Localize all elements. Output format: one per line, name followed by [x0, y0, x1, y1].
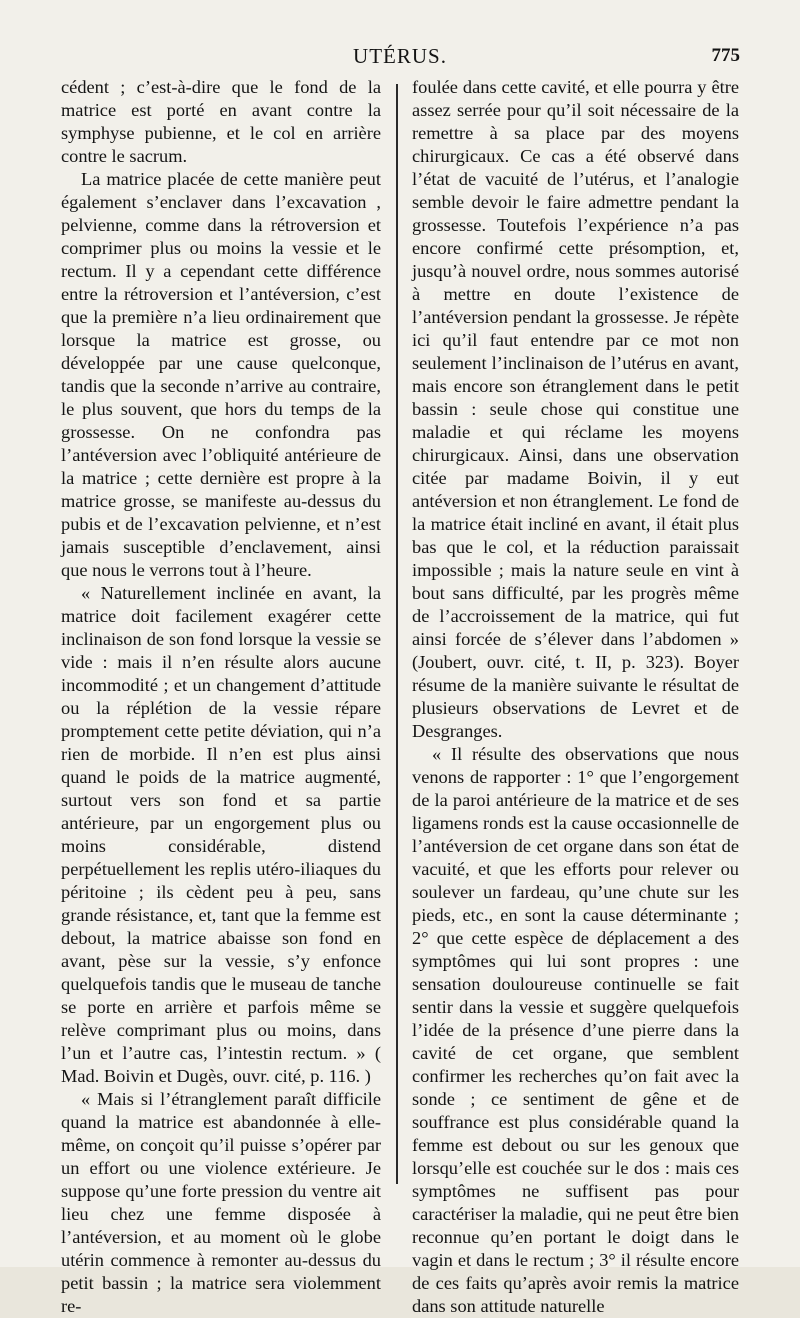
left-paragraph-4: « Mais si l’étranglement paraît difficile quand la matrice est abandonnée à elle-même, on conçoit qu’il puisse s’opérer par un effort ou une violence extérieure. Je suppose qu’une forte pression du ventre ait lieu chez une femme disposée à l’antéversion, et au moment où le globe utérin commence à remonter au-dessus du petit bassin ; la matrice sera violemment re-	[61, 1089, 381, 1316]
page-title: UTÉRUS.	[353, 44, 447, 68]
running-head	[0, 44, 800, 74]
left-paragraph-1: cédent ; c’est-à-dire que le fond de la matrice est porté en avant contre la symphyse pubienne, et le col en arrière contre le sacrum.	[61, 77, 381, 166]
left-paragraph-3: « Naturellement inclinée en avant, la matrice doit facilement exagérer cette inclinaison de son fond lorsque la vessie se vide : mais il n’en résulte alors aucune incommodité ; et un changement d’attitude ou la réplétion de la vessie répare promptement cette petite déviation, qui n’a rien de morbide. Il n’en est plus ainsi quand le poids de la matrice augmenté, surtout vers son fond et sa partie antérieure, par un engorgement plus ou moins considérable, distend perpétuellement les replis utéro-iliaques du péritoine ; ils cèdent peu à peu, sans grande résistance, et, tant que la femme est debout, la matrice abaisse son fond en avant, pèse sur la vessie, s’y enfonce quelquefois tandis que le museau de tanche se porte en arrière et parfois même se relève comprimant plus ou moins, dans l’un et l’autre cas, l’intestin rectum. » ( Mad. Boivin et Dugès, ouvr. cité, p. 116. )	[61, 583, 381, 1086]
left-column	[61, 76, 381, 1318]
page-number: 775	[711, 45, 740, 66]
left-paragraph-2: La matrice placée de cette manière peut également s’enclaver dans l’excavation , pelvienne, comme dans la rétroversion et comprimer plus ou moins la vessie et le rectum. Il y a cependant cette différence entre la rétroversion et l’antéversion, c’est que la première n’a lieu ordinairement que lorsque la matrice est grosse, ou développée par une cause quelconque, tandis que la seconde n’arrive au contraire, le plus souvent, que hors du temps de la grossesse. On ne confondra pas l’antéversion avec l’obliquité antérieure de la matrice ; cette dernière est propre à la matrice grosse, se manifeste au-dessus du pubis et de l’excavation pelvienne, et n’est jamais susceptible d’enclavement, ainsi que nous le verrons tout à l’heure.	[61, 169, 381, 580]
right-paragraph-1: foulée dans cette cavité, et elle pourra y être assez serrée pour qu’il soit nécessaire de la remettre à sa place par des moyens chirurgicaux. Ce cas a été observé dans l’état de vacuité de l’utérus, et l’analogie semble devoir le faire admettre pendant la grossesse. Toutefois l’expérience n’a pas encore confirmé cette présomption, et, jusqu’à nouvel ordre, nous sommes autorisé à mettre en doute l’existence de l’antéversion pendant la grossesse. Je répète ici qu’il faut entendre par ce mot non seulement l’inclinaison de l’utérus en avant, mais encore son étranglement dans le petit bassin : seule chose qui constitue une maladie et qui réclame les moyens chirurgicaux. Ainsi, dans une observation citée par madame Boivin, il y eut antéversion et non étranglement. Le fond de la matrice était incliné en avant, il était plus bas que le col, et la réduction paraissait impossible ; mais la nature seule en vint à bout sans difficulté, par les progrès même de l’accroissement de la matrice, qui fut ainsi forcée de s’élever dans l’abdomen » (Joubert, ouvr. cité, t. II, p. 323). Boyer résume de la manière suivante le résultat de plusieurs observations de Levret et de Desgranges.	[412, 77, 739, 741]
right-paragraph-2: « Il résulte des observations que nous venons de rapporter : 1° que l’engorgement de la paroi antérieure de la matrice et de ses ligamens ronds est la cause occasionnelle de l’antéversion de cet organe dans son état de vacuité, et que les efforts pour relever ou soulever un fardeau, qu’une chute sur les pieds, etc., en sont la cause déterminante ; 2° que cette espèce de déplacement a des symptômes qui lui sont propres : une sensation douloureuse continuelle se fait sentir dans la vessie et suggère quelquefois l’idée de la présence d’une pierre dans la cavité de cet organe, que semblent confirmer les recherches qu’on fait avec la sonde ; ce sentiment de gêne et de souffrance est plus considérable quand la femme est debout ou sur les genoux que lorsqu’elle est couchée sur le dos : mais ces symptômes ne suffisent pas pour caractériser la maladie, qui ne peut être bien reconnue qu’en portant le doigt dans le vagin et dans le rectum ; 3° il résulte encore de ces faits qu’après avoir remis la matrice dans son attitude naturelle	[412, 744, 739, 1316]
right-column	[412, 76, 739, 1318]
column-divider	[396, 84, 398, 1184]
